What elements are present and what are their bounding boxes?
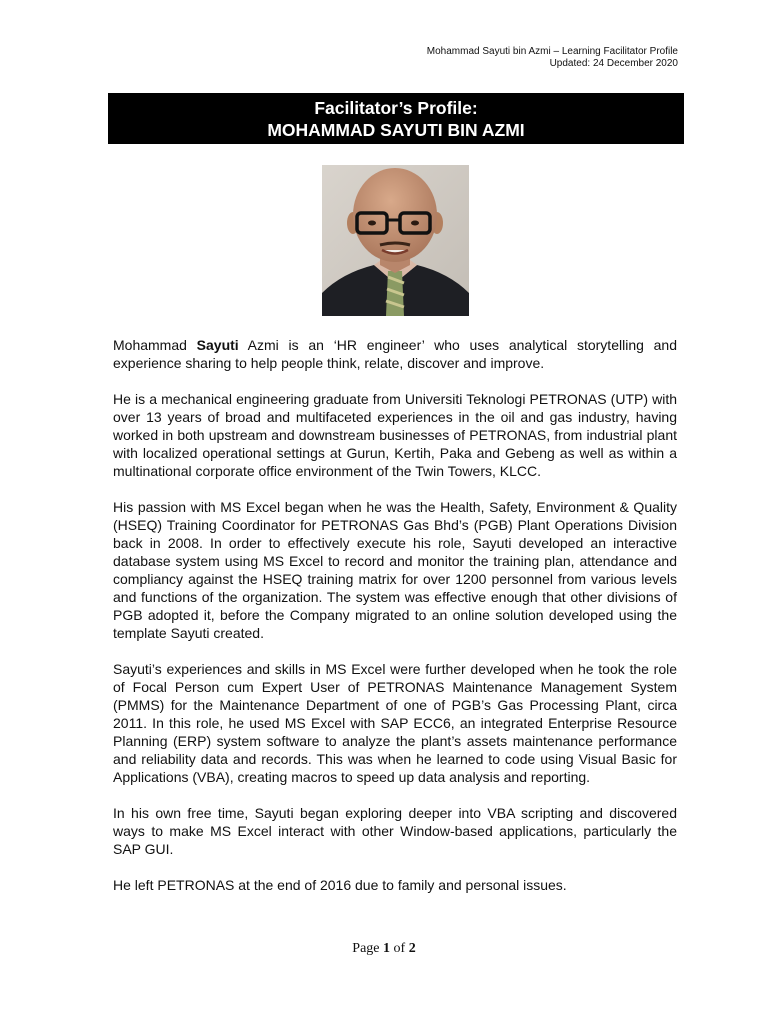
title-heading: Facilitator’s Profile: [314,97,478,118]
page-label: Page [352,941,380,956]
profile-body [113,336,677,912]
paragraph-free-time: In his own free time, Sayuti began exploring deeper into VBA scripting and discovered ways to make MS Excel interact with other Window-based applications, particularly the SAP GUI. [113,805,677,857]
document-header [427,46,678,70]
page-total: 2 [408,941,416,956]
intro-bold-name: Sayuti [196,337,239,353]
paragraph-education: He is a mechanical engineering graduate from Universiti Teknologi PETRONAS (UTP) with over 13 years of broad and multifaceted experiences in the oil and gas industry, having worked in both upstream and downstream businesses of PETRONAS, from industrial plant with localized operational settings at Gurun, Kertih, Paka and Gebeng as well as within a multinational corporate office environment of the Twin Towers, KLCC. [113,391,677,479]
title-name: MOHAMMAD SAYUTI BIN AZMI [267,119,525,140]
profile-photo [322,165,469,316]
page-number [0,941,768,957]
header-title: Mohammad Sayuti bin Azmi – Learning Facilitator Profile [426,46,678,57]
intro-text-end: Azmi is an ‘HR engineer’ who uses analytical storytelling and experience sharing to help people think, relate, discover and improve. [113,337,677,371]
paragraph-excel-passion: His passion with MS Excel began when he was the Health, Safety, Environment & Quality (HSEQ) Training Coordinator for PETRONAS Gas Bhd’s (PGB) Plant Operations Division back in 2008. In order to effectively execute his role, Sayuti developed an interactive database system using MS Excel to record and monitor the training plan, attendance and compliancy against the HSEQ training matrix for over 1200 personnel from various levels and functions of the organization. The system was effective enough that other divisions of PGB adopted it, before the Company migrated to an online solution developed using the template Sayuti created. [113,499,677,641]
paragraph-intro [113,336,677,372]
page-current: 1 [383,941,391,956]
paragraph-left-petronas: He left PETRONAS at the end of 2016 due to family and personal issues. [113,877,567,893]
title-banner [108,93,684,144]
intro-text-start: Mohammad [113,337,197,353]
paragraph-excel-experience: Sayuti’s experiences and skills in MS Excel were further developed when he took the role of Focal Person cum Expert User of PETRONAS Maintenance Management System (PMMS) for the Maintenance Department of one of PGB’s Gas Processing Plant, circa 2011. In this role, he used MS Excel with SAP ECC6, an integrated Enterprise Resource Planning (ERP) system software to analyze the plant’s assets maintenance performance and reliability data and records. This was when he learned to code using Visual Basic for Applications (VBA), creating macros to speed up data analysis and reporting. [113,661,677,785]
page-of-label: of [393,941,406,956]
header-updated-date: Updated: 24 December 2020 [549,58,678,69]
